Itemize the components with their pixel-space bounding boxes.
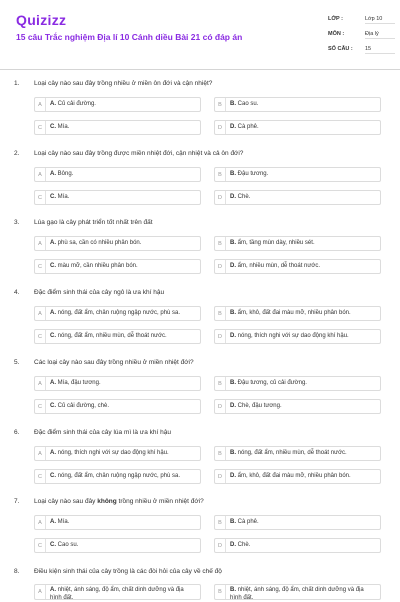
question-number: 2. xyxy=(14,150,20,157)
question-number: 8. xyxy=(14,568,20,575)
option-a[interactable]: A A. phù sa, cần có nhiều phân bón. xyxy=(34,236,201,251)
option-letter: B xyxy=(215,377,226,390)
option-d[interactable]: D D. ẩm, nhiều mùn, dễ thoát nước. xyxy=(214,259,381,274)
option-letter: C xyxy=(35,260,46,273)
option-c[interactable]: C C. nóng, đất ẩm, nhiều mùn, dễ thoát nước. xyxy=(34,329,201,344)
option-letter: A xyxy=(35,585,46,599)
option-letter: C xyxy=(35,400,46,413)
option-b[interactable]: B B. nhiệt, ánh sáng, độ ẩm, chất dinh dưỡng và địa hình đất. xyxy=(214,584,381,600)
option-d[interactable]: D D. Chè. xyxy=(214,190,381,205)
meta-grade-value: Lớp 10 xyxy=(365,16,395,24)
option-letter: A xyxy=(35,168,46,181)
option-c[interactable]: C C. Cao su. xyxy=(34,538,201,553)
question-text: Loại cây nào sau đây không trồng nhiều ở miền nhiệt đới? xyxy=(34,498,204,505)
option-c[interactable]: C C. Củ cải đường, chè. xyxy=(34,399,201,414)
option-a[interactable]: A A. nóng, đất ẩm, chân ruộng ngập nước, phù sa. xyxy=(34,306,201,321)
option-a[interactable]: A A. nóng, thích nghi với sự dao động khí hậu. xyxy=(34,446,201,461)
option-letter: D xyxy=(215,470,226,483)
question-text: Điều kiện sinh thái của cây trồng là các đòi hỏi của cây về chế độ xyxy=(34,568,222,575)
question-number: 1. xyxy=(14,80,20,87)
meta-grade-label: LỚP : xyxy=(328,16,343,22)
header-divider xyxy=(0,69,400,70)
option-letter: B xyxy=(215,447,226,460)
question-text: Loại cây nào sau đây trồng nhiều ở miền ôn đới và cận nhiệt? xyxy=(34,80,213,87)
option-letter: D xyxy=(215,260,226,273)
option-letter: A xyxy=(35,377,46,390)
option-letter: B xyxy=(215,307,226,320)
option-letter: A xyxy=(35,307,46,320)
question-text: Loại cây nào sau đây trồng được miền nhiệt đới, cận nhiệt và cả ôn đới? xyxy=(34,150,244,157)
option-letter: B xyxy=(215,516,226,529)
option-letter: D xyxy=(215,330,226,343)
option-b[interactable]: B B. Cà phê. xyxy=(214,515,381,530)
option-d[interactable]: D D. Cà phê. xyxy=(214,120,381,135)
question-number: 3. xyxy=(14,219,20,226)
option-a[interactable]: A A. Bông. xyxy=(34,167,201,182)
option-letter: A xyxy=(35,237,46,250)
option-d[interactable]: D D. Chè, đậu tương. xyxy=(214,399,381,414)
option-letter: D xyxy=(215,191,226,204)
option-a[interactable]: A A. Mía. xyxy=(34,515,201,530)
option-b[interactable]: B B. Cao su. xyxy=(214,97,381,112)
question-text: Các loại cây nào sau đây trồng nhiều ở miền nhiệt đới? xyxy=(34,359,194,366)
option-letter: A xyxy=(35,447,46,460)
question-number: 6. xyxy=(14,429,20,436)
meta-count-label: SỐ CÂU : xyxy=(328,46,353,52)
question-number: 7. xyxy=(14,498,20,505)
option-c[interactable]: C C. Mía. xyxy=(34,120,201,135)
quizizz-logo: Quizizz xyxy=(16,12,67,28)
option-letter: D xyxy=(215,400,226,413)
meta-subject-label: MÔN : xyxy=(328,31,345,37)
option-c[interactable]: C C. nóng, đất ẩm, chân ruộng ngập nước, phù sa. xyxy=(34,469,201,484)
option-letter: C xyxy=(35,470,46,483)
option-d[interactable]: D D. Chè. xyxy=(214,538,381,553)
option-letter: A xyxy=(35,98,46,111)
option-letter: D xyxy=(215,539,226,552)
option-a[interactable]: A A. Mía, đậu tương. xyxy=(34,376,201,391)
option-letter: C xyxy=(35,191,46,204)
meta-subject-value: Địa lý xyxy=(365,31,395,39)
option-b[interactable]: B B. Đậu tương, củ cải đường. xyxy=(214,376,381,391)
option-letter: A xyxy=(35,516,46,529)
option-letter: B xyxy=(215,585,226,599)
question-text: Đặc điểm sinh thái của cây ngô là ưa khí hậu xyxy=(34,289,165,296)
option-c[interactable]: C C. màu mỡ, cần nhiều phân bón. xyxy=(34,259,201,274)
option-a[interactable]: A A. nhiệt, ánh sáng, độ ẩm, chất dinh dưỡng và địa hình đất. xyxy=(34,584,201,600)
page-header xyxy=(0,0,400,70)
option-b[interactable]: B B. ẩm, khô, đất đai màu mỡ, nhiều phân bón. xyxy=(214,306,381,321)
option-letter: B xyxy=(215,237,226,250)
option-d[interactable]: D D. nóng, thích nghi với sự dao động khí hậu. xyxy=(214,329,381,344)
question-text: Đặc điểm sinh thái của cây lúa mì là ưa khí hậu xyxy=(34,429,171,436)
option-c[interactable]: C C. Mía. xyxy=(34,190,201,205)
option-a[interactable]: A A. Củ cải đường. xyxy=(34,97,201,112)
option-letter: C xyxy=(35,330,46,343)
option-b[interactable]: B B. nóng, đất ẩm, nhiều mùn, dễ thoát nước. xyxy=(214,446,381,461)
option-letter: C xyxy=(35,121,46,134)
question-number: 4. xyxy=(14,289,20,296)
meta-count-value: 15 xyxy=(365,46,395,54)
option-b[interactable]: B B. Đậu tương. xyxy=(214,167,381,182)
option-letter: B xyxy=(215,98,226,111)
option-letter: D xyxy=(215,121,226,134)
option-b[interactable]: B B. ẩm, tầng mùn dày, nhiều sét. xyxy=(214,236,381,251)
question-number: 5. xyxy=(14,359,20,366)
option-letter: C xyxy=(35,539,46,552)
document-title: 15 câu Trắc nghiệm Địa lí 10 Cánh diều Bài 21 có đáp án xyxy=(16,32,243,42)
option-d[interactable]: D D. ẩm, khô, đất đai màu mỡ, nhiều phân bón. xyxy=(214,469,381,484)
question-text: Lúa gạo là cây phát triển tốt nhất trên đất xyxy=(34,219,153,226)
option-letter: B xyxy=(215,168,226,181)
